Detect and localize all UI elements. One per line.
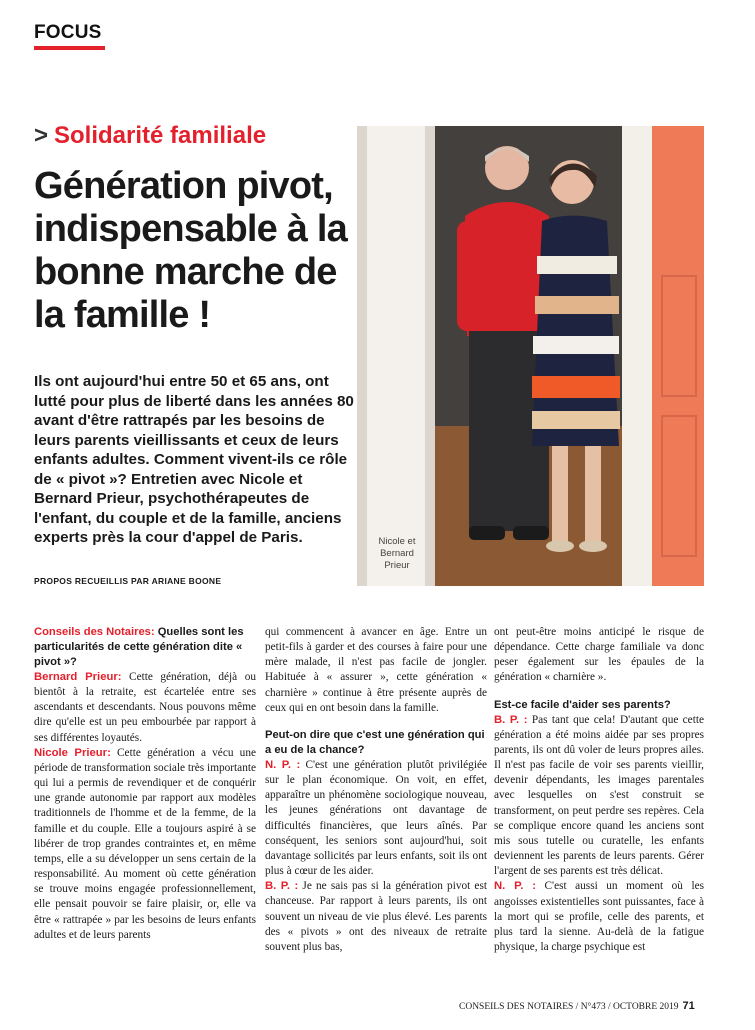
answer-2-text: Cette génération a vécu une période de transformation sociale très importante qui lui a permis de revendiquer et de conquérir une grande autonomie par rapport aux modèles traditionnels de l'homme et de la femme, de la famille et du couple. Elle a toujours aspiré à se libérer de trop grandes contraintes et, en même temps, elle a su développer un sens certain de la responsabilité. Au moment où cette génération se trouve moins engagée professionnellement, elle pensait pouvoir se faire plaisir, or, elle va être « rattrapée » par les besoins de leurs enfants adultes et de leurs parents <box>34 746 256 941</box>
paragraph-gap <box>265 716 487 728</box>
continued-text-2: qui commencent à avancer en âge. Entre un petit-fils à garder et des courses à faire pour une mère malade, il n'est pas facile de jongler. Habituée à « assurer », cette génération « charnière » continue à être présente auprès de ceux qui en ont besoin dans la famille. <box>265 626 487 714</box>
answer-3-text: C'est une génération plutôt privilégiée sur le plan économique. On voit, en effet, apparaître un phénomène sociologique nouveau, les jeunes générations ont davantage de difficultés financières, que leurs aînés. Par conséquent, les seniors sont aujourd'hui, soit davantage sollicités par leurs enfants, soit ils ont plus à cœur de les aider. <box>265 758 487 878</box>
answer-3-speaker: N. P. : <box>265 758 301 771</box>
answer-5 <box>494 713 704 880</box>
article-title: Génération pivot, indispensable à la bonne marche de la famille ! <box>34 165 347 336</box>
question-1-brand: Conseils des Notaires: <box>34 626 155 638</box>
paragraph-gap <box>494 686 704 698</box>
answer-1-speaker: Bernard Prieur: <box>34 671 122 683</box>
article-byline: PROPOS RECUEILLIS PAR ARIANE BOONE <box>34 576 222 586</box>
answer-6-speaker: N. P. : <box>494 880 536 893</box>
kicker-arrow-icon: > <box>34 122 49 149</box>
page-number: 71 <box>682 1000 695 1012</box>
body-column-1 <box>34 625 256 943</box>
article-lede: Ils ont aujourd'hui entre 50 et 65 ans, ont lutté pour plus de liberté dans les années 80 avant d'être rattrapés par les besoins de leurs parents vieillissants et ceux de leurs enfants adultes. Comment vivent-ils ce rôle de « pivot »? Entretien avec Nicole et Bernard Prieur, psychothérapeutes de l'enfant, du couple et de la famille, anciens experts près la cour d'appel de Paris. <box>34 373 354 546</box>
kicker-text: Solidarité familiale <box>54 122 267 149</box>
question-3: Est-ce facile d'aider ses parents? <box>494 698 671 711</box>
answer-6-text: C'est aussi un moment où les angoisses existentielles sont puissantes, face à la mort qui se profile, celle des parents, et plus tard la sienne. Au-delà de la fatigue physique, la charge psychique est <box>494 880 705 953</box>
section-underline <box>34 46 105 50</box>
answer-6 <box>494 879 704 955</box>
article-kicker <box>34 122 266 150</box>
photo-caption: Nicole et Bernard Prieur <box>378 536 416 571</box>
body-column-3 <box>494 625 704 955</box>
question-1-text: Quelles sont les particularités de cette génération dite « pivot »? <box>34 626 244 668</box>
answer-4 <box>265 879 487 955</box>
article-photo <box>357 126 704 586</box>
answer-5-text: Pas tant que cela! D'autant que cette génération a été moins aidée par ses propres parents, ils ont dû voler de leurs propres ailes. Il n'est pas facile de voir ses parents vieillir, devenir dépendants, les images parentales avec lesquelles on s'est construit se transforment, on peut perdre ses repères. Cela se complique encore quand les anciens sont mis sous tutelle ou curatelle, les enfants deviennent les parents de leurs parents. Gérer l'argent de ses parents est très délicat. <box>494 713 704 878</box>
question-1 <box>34 625 256 670</box>
portrait-photo-illustration <box>357 126 704 586</box>
answer-4-text: Je ne sais pas si la génération pivot est chanceuse. Par rapport à leurs parents, ils ont souvent un niveau de vie plus élevé. Les parents des « pivots » ont des niveaux de retraite souvent plus bas, <box>265 880 487 953</box>
answer-1 <box>34 670 256 746</box>
answer-3 <box>265 758 487 879</box>
section-label: FOCUS <box>34 22 102 43</box>
footer-magazine: CONSEILS DES NOTAIRES / N°473 / OCTOBRE 2019 <box>459 1002 679 1012</box>
answer-2 <box>34 746 256 943</box>
body-column-2 <box>265 625 487 955</box>
page-footer <box>459 1000 695 1012</box>
continued-text-3: ont peut-être moins anticipé le risque de dépendance. Cette charge familiale va donc peser également sur les épaules de la génération « charnière ». <box>494 626 704 684</box>
answer-1-text: Cette génération, déjà ou bientôt à la retraite, est écartelée entre ses ascendants et descendants. Nous pouvons même dire qu'elle est un peu embourbée par rapport à ses différentes loyautés. <box>34 671 256 744</box>
answer-4-speaker: B. P. : <box>265 880 299 893</box>
answer-2-speaker: Nicole Prieur: <box>34 746 111 759</box>
answer-5-speaker: B. P. : <box>494 713 528 726</box>
question-2: Peut-on dire que c'est une génération qui a eu de la chance? <box>265 728 485 756</box>
